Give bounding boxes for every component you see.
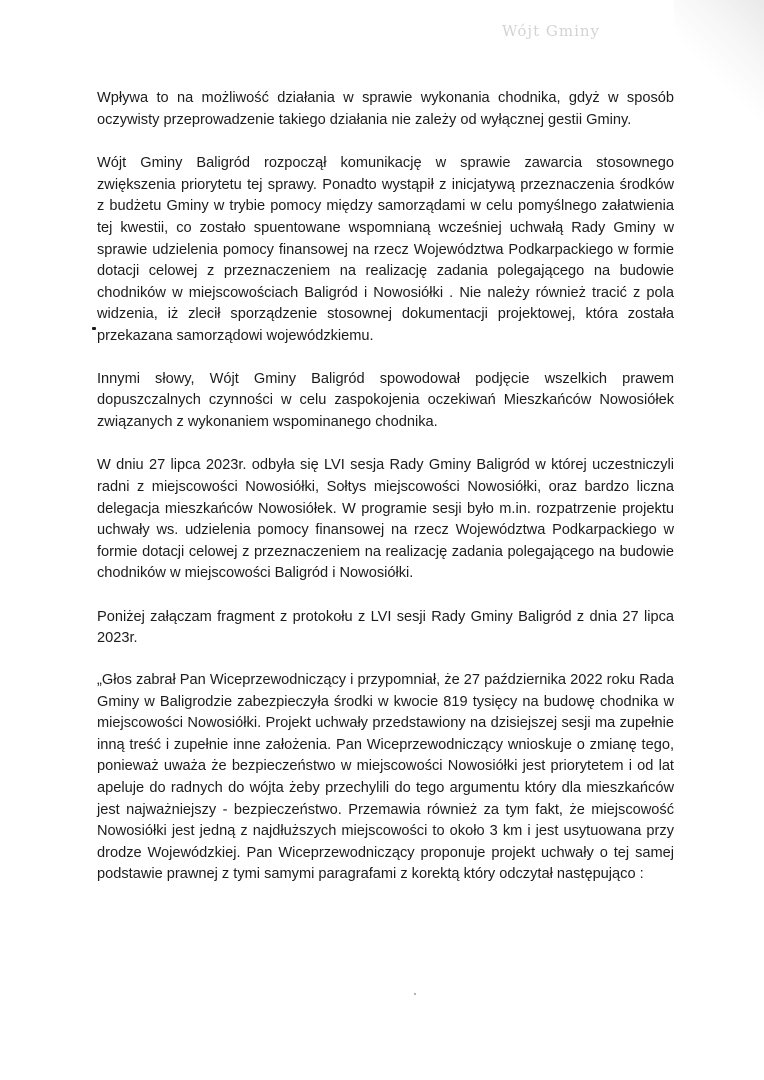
paragraph-1: Wpływa to na możliwość działania w sprawie wykonania chodnika, gdyż w sposób oczywisty przeprowadzenie takiego działania nie zależy od wyłącznej gestii Gminy.: [97, 90, 674, 128]
faded-stamp: Wójt Gminy: [502, 22, 601, 40]
paragraph-3: Innymi słowy, Wójt Gminy Baligród spowodował podjęcie wszelkich prawem dopuszczalnych czynności w celu zaspokojenia oczekiwań Mieszkańców Nowosiółek związanych z wykonaniem wspominanego chodnika.: [97, 370, 674, 430]
paragraph-2: Wójt Gminy Baligród rozpoczął komunikację w sprawie zawarcia stosownego zwiększenia priorytetu tej sprawy. Ponadto wystąpił z inicjatywą przeznaczenia środków z budżetu Gminy w trybie pomocy między samorządami w celu pomyślnego załatwienia tej kwestii, co zostało spuentowane wspomnianą wcześniej uchwałą Rady Gminy w sprawie udzielenia pomocy finansowej na rzecz Województwa Podkarpackiego w formie dotacji celowej z przeznaczeniem na realizację zadania polegającego na budowie chodników w miejscowościach Baligród i Nowosiółki . Nie należy również tracić z pola widzenia, iż zlecił sporządzenie stosownej dokumentacji projektowej, która została przekazana samorządowi wojewódzkiemu.: [97, 155, 674, 344]
paragraph-4: W dniu 27 lipca 2023r. odbyła się LVI sesja Rady Gminy Baligród w której uczestniczyli radni z miejscowości Nowosiółki, Sołtys miejscowości Nowosiółki, oraz bardzo liczna delegacja mieszkańców Nowosiółek. W programie sesji było m.in. rozpatrzenie projektu uchwały ws. udzielenia pomocy finansowej na rzecz Województwa Podkarpackiego w formie dotacji celowej z przeznaczeniem na realizację zadania polegającego na budowie chodników w miejscowości Baligród i Nowosiółki.: [97, 457, 674, 582]
paragraph-5: Poniżej załączam fragment z protokołu z LVI sesji Rady Gminy Baligród z dnia 27 lipca 2023r.: [97, 608, 674, 647]
paragraph-6-quote: „Głos zabrał Pan Wiceprzewodniczący i przypomniał, że 27 października 2022 roku Rada Gminy w Baligrodzie zabezpieczyła środki w kwocie 819 tysięcy na budowę chodnika w miejscowości Nowosiółki. Projekt uchwały przedstawiony na dzisiejszej sesji ma zupełnie inną treść i zupełnie inne założenia. Pan Wiceprzewodniczący wnioskuje o zmianę tego, ponieważ uważa że bezpieczeństwo w miejscowości Nowosiółki jest priorytetem i od lat apeluje do radnych do wójta żeby przechylili do tego argumentu który dla mieszkańców jest najważniejszy - bezpieczeństwo. Przemawia również za tym fakt, że miejscowość Nowosiółki jest jedną z najdłuższych miejscowości to około 3 km i jest usytuowana przy drodze Wojewódzkiej. Pan Wiceprzewodniczący proponuje projekt uchwały o tej samej podstawie prawnej z tymi samymi paragrafami z korektą który odczytał następująco :: [97, 672, 674, 883]
scan-speck: [414, 993, 416, 995]
margin-mark: [92, 327, 96, 330]
page-corner-shadow: [674, 0, 764, 120]
document-body: [97, 88, 674, 908]
